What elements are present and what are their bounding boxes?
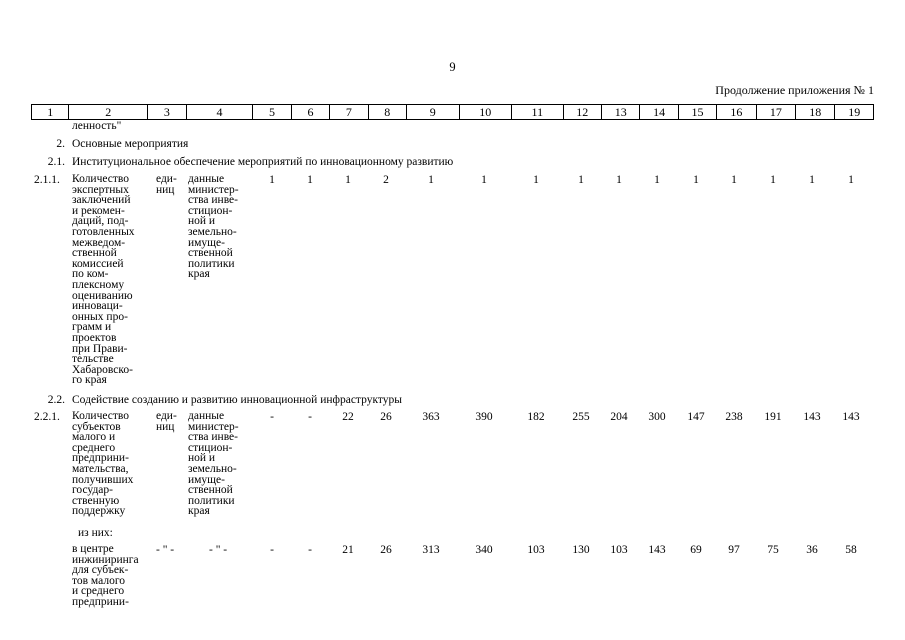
column-number-header [31, 104, 874, 120]
value-cell: 1 [848, 174, 854, 186]
header-cell: 2 [69, 105, 148, 120]
value-cell: 1 [345, 174, 351, 186]
header-cell: 13 [602, 105, 640, 120]
header-cell: 15 [678, 105, 716, 120]
value-cell: 147 [687, 411, 705, 423]
value-cell: 204 [610, 411, 628, 423]
header-row [32, 105, 874, 120]
header-cell: 4 [186, 105, 253, 120]
value-cell: 182 [527, 411, 545, 423]
value-cell: 1 [693, 174, 699, 186]
row-2-2-1-source: данные министер- ства инве- стицион- ной и земельно- имуще- ственной политики края [188, 410, 239, 518]
continuation-label: Продолжение приложения № 1 [715, 83, 874, 97]
value-cell: 340 [475, 544, 493, 556]
row-2-1-1-source: данные министер- ства инве- стицион- ной и земельно- имуще- ственной политики края [188, 173, 239, 281]
row-sub-source: - " - [209, 544, 228, 556]
value-cell: 143 [842, 411, 860, 423]
row-2-1-1-number: 2.1.1. [34, 174, 60, 186]
value-cell: 1 [770, 174, 776, 186]
header-cell: 11 [512, 105, 564, 120]
value-cell: 75 [767, 544, 779, 556]
header-cell: 7 [330, 105, 368, 120]
row-2-2-1-number: 2.2.1. [34, 411, 60, 423]
header-cell: 8 [368, 105, 406, 120]
value-cell: 1 [428, 174, 434, 186]
section-2-1-title: Институциональное обеспечение мероприятий по инновационному развитию [72, 156, 454, 168]
value-cell: 1 [654, 174, 660, 186]
value-cell: 103 [527, 544, 545, 556]
value-cell: 313 [422, 544, 440, 556]
value-cell: 238 [725, 411, 743, 423]
header-cell: 3 [148, 105, 186, 120]
header-cell: 18 [796, 105, 835, 120]
value-cell: - [270, 411, 274, 423]
top-fragment: ленность" [72, 120, 122, 132]
value-cell: 1 [269, 174, 275, 186]
value-cell: 130 [572, 544, 590, 556]
row-2-2-1-name: Количество субъектов малого и среднего предприни- мательства, получивших государ- ственную поддержку [72, 410, 134, 518]
value-cell: 143 [803, 411, 821, 423]
section-2-2-title: Содействие созданию и развитию инновационной инфраструктуры [72, 394, 402, 406]
header-cell: 5 [253, 105, 291, 120]
value-cell: 26 [380, 411, 392, 423]
value-cell: 36 [806, 544, 818, 556]
section-2-2-number: 2.2. [47, 394, 65, 406]
value-cell: 1 [809, 174, 815, 186]
value-cell: - [270, 544, 274, 556]
value-cell: 1 [731, 174, 737, 186]
header-cell: 14 [640, 105, 678, 120]
header-cell: 17 [756, 105, 795, 120]
value-cell: - [308, 544, 312, 556]
value-cell: 191 [764, 411, 782, 423]
value-cell: 1 [307, 174, 313, 186]
value-cell: 143 [648, 544, 666, 556]
value-cell: 255 [572, 411, 590, 423]
of-them-label: из них: [78, 527, 113, 539]
value-cell: 2 [383, 174, 389, 186]
value-cell: 22 [342, 411, 354, 423]
value-cell: 69 [690, 544, 702, 556]
value-cell: 97 [728, 544, 740, 556]
value-cell: 363 [422, 411, 440, 423]
row-sub-unit: - " - [156, 544, 175, 556]
value-cell: 58 [845, 544, 857, 556]
value-cell: 1 [481, 174, 487, 186]
page-number: 9 [449, 60, 456, 74]
section-2-title: Основные мероприятия [72, 138, 189, 150]
value-cell: 26 [380, 544, 392, 556]
header-cell: 6 [291, 105, 329, 120]
row-sub-name: в центре инжиниринга для субъек- тов малого и среднего предприни- [72, 543, 139, 608]
section-2-1-number: 2.1. [47, 156, 65, 168]
value-cell: 390 [475, 411, 493, 423]
value-cell: - [308, 411, 312, 423]
header-cell: 19 [835, 105, 874, 120]
header-cell: 16 [717, 105, 756, 120]
header-cell: 12 [563, 105, 601, 120]
value-cell: 1 [533, 174, 539, 186]
section-2-number: 2. [56, 138, 65, 150]
row-2-1-1-unit: еди- ниц [156, 173, 177, 196]
value-cell: 1 [616, 174, 622, 186]
row-2-2-1-unit: еди- ниц [156, 410, 177, 433]
value-cell: 1 [578, 174, 584, 186]
header-cell: 1 [32, 105, 69, 120]
row-2-1-1-name: Количество экспертных заключений и рекомен- даций, под- готовленных межведом- ственной комиссией по ком- плексному оцениванию инноваци- онных про- грамм и проектов при Прави- тельстве Хабаровско- го края [72, 173, 135, 387]
value-cell: 300 [648, 411, 666, 423]
value-cell: 103 [610, 544, 628, 556]
header-cell: 9 [406, 105, 459, 120]
value-cell: 21 [342, 544, 354, 556]
header-cell: 10 [459, 105, 512, 120]
